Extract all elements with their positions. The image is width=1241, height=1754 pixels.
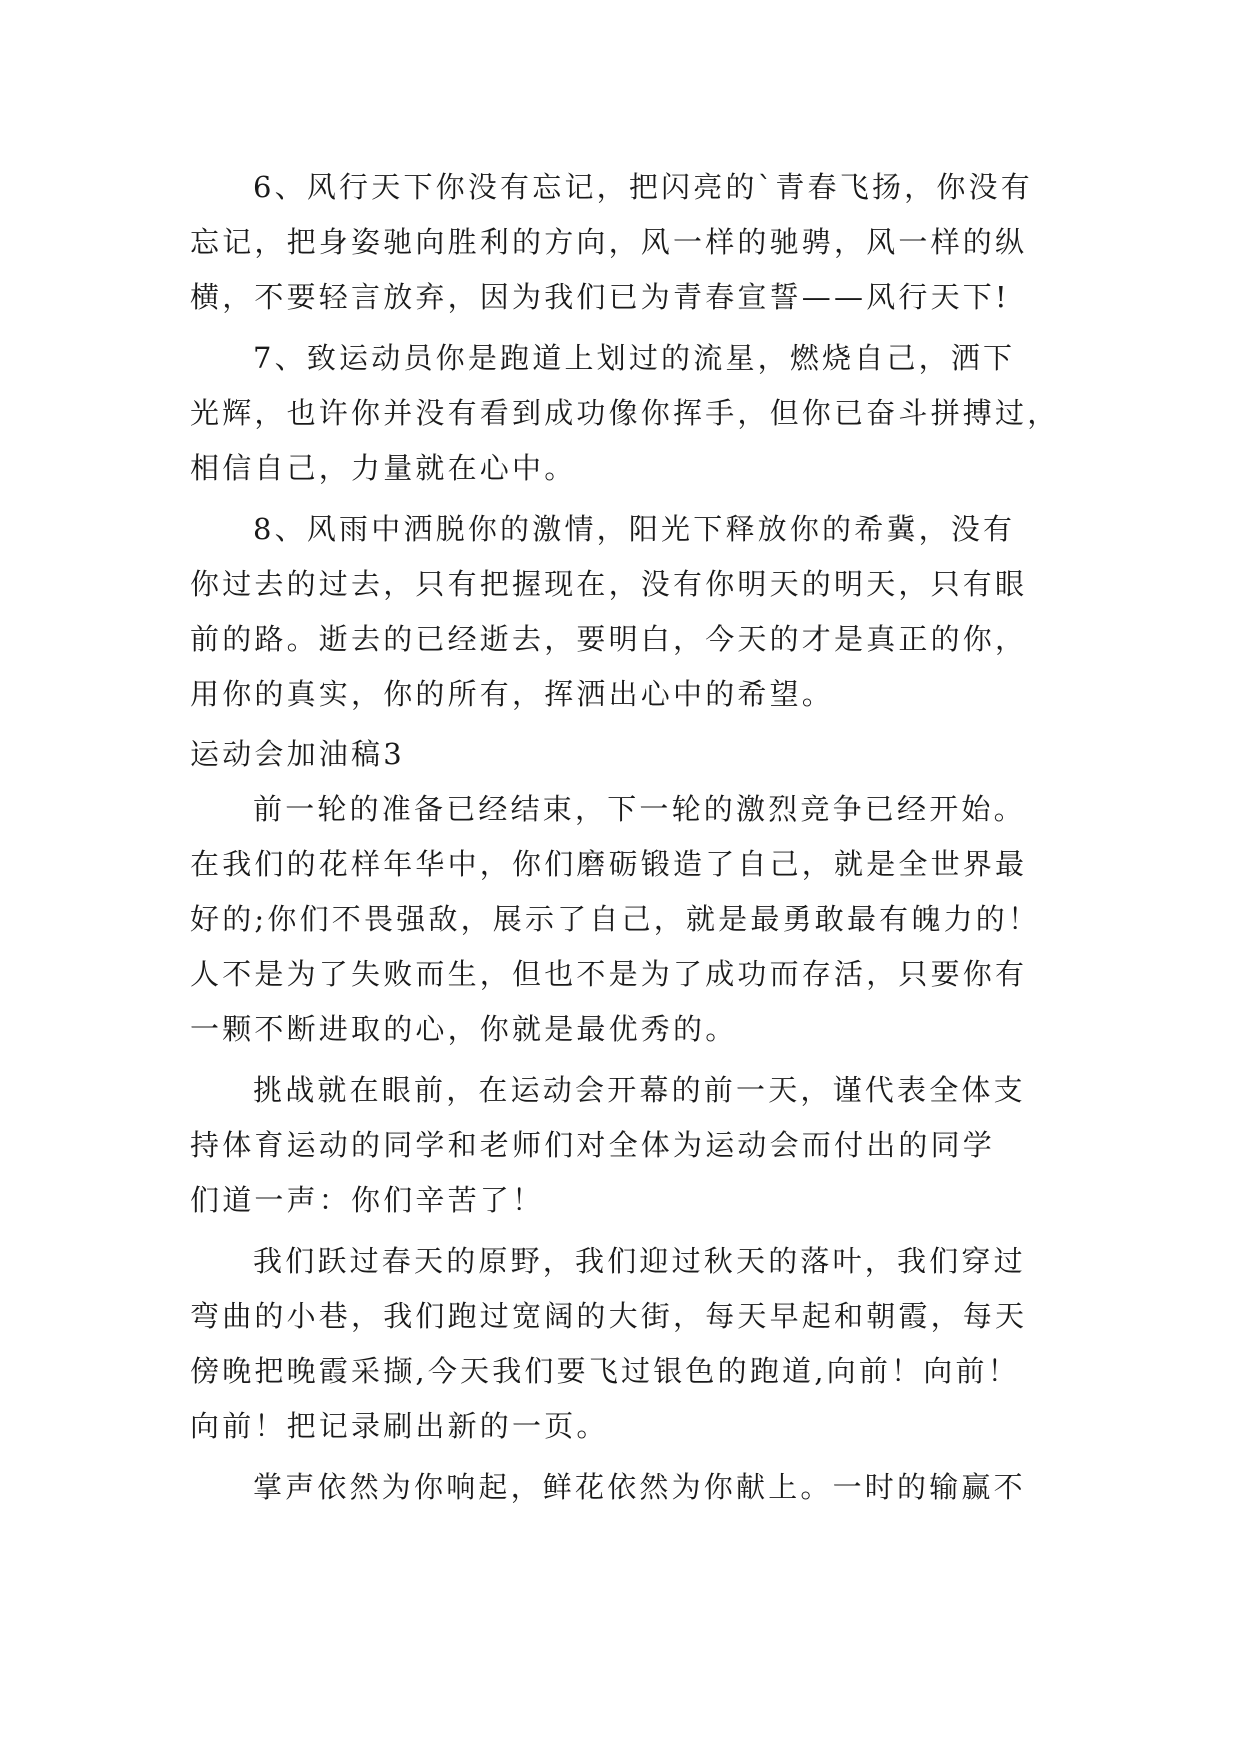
- paragraph-c-line-3: 傍晚把晚霞采撷,今天我们要飞过银色的跑道,向前！向前！: [190, 1354, 1020, 1388]
- paragraph-b-line-2: 持体育运动的同学和老师们对全体为运动会而付出的同学: [190, 1128, 996, 1162]
- paragraph-8-line-1: 8、风雨中洒脱你的激情，阳光下释放你的希冀，没有: [253, 512, 1016, 546]
- paragraph-c-line-4: 向前！把记录刷出新的一页。: [190, 1409, 609, 1443]
- paragraph-b-line-3: 们道一声：你们辛苦了！: [190, 1183, 545, 1217]
- paragraph-a-line-2: 在我们的花样年华中，你们磨砺锻造了自己，就是全世界最: [190, 847, 1028, 881]
- paragraph-b-line-1: 挑战就在眼前，在运动会开幕的前一天，谨代表全体支: [253, 1073, 1026, 1107]
- paragraph-a-line-4: 人不是为了失败而生，但也不是为了成功而存活，只要你有: [190, 957, 1028, 991]
- paragraph-6-line-3: 横，不要轻言放弃，因为我们已为青春宣誓——风行天下!: [190, 280, 1010, 314]
- paragraph-a-line-3: 好的;你们不畏强敌，展示了自己，就是最勇敢最有魄力的！: [190, 902, 1041, 936]
- paragraph-a-line-5: 一颗不断进取的心，你就是最优秀的。: [190, 1012, 738, 1046]
- paragraph-7-line-1: 7、致运动员你是跑道上划过的流星，燃烧自己，洒下: [253, 341, 1016, 375]
- paragraph-7-line-2: 光辉，也许你并没有看到成功像你挥手，但你已奋斗拼搏过，: [190, 396, 1060, 430]
- paragraph-8-line-3: 前的路。逝去的已经逝去，要明白，今天的才是真正的你，: [190, 622, 1028, 656]
- paragraph-a-line-1: 前一轮的准备已经结束，下一轮的激烈竞争已经开始。: [253, 792, 1026, 826]
- paragraph-c-line-2: 弯曲的小巷，我们跑过宽阔的大街，每天早起和朝霞，每天: [190, 1299, 1028, 1333]
- paragraph-6-line-2: 忘记，把身姿驰向胜利的方向，风一样的驰骋，风一样的纵: [190, 225, 1028, 259]
- section-heading: 运动会加油稿3: [190, 737, 405, 771]
- paragraph-d-line-1: 掌声依然为你响起，鲜花依然为你献上。一时的输赢不: [253, 1470, 1026, 1504]
- paragraph-c-line-1: 我们跃过春天的原野，我们迎过秋天的落叶，我们穿过: [253, 1244, 1026, 1278]
- paragraph-8-line-2: 你过去的过去，只有把握现在，没有你明天的明天，只有眼: [190, 567, 1028, 601]
- paragraph-8-line-4: 用你的真实，你的所有，挥洒出心中的希望。: [190, 677, 835, 711]
- paragraph-6-line-1: 6、风行天下你没有忘记，把闪亮的`青春飞扬，你没有: [253, 170, 1033, 204]
- paragraph-7-line-3: 相信自己，力量就在心中。: [190, 451, 577, 485]
